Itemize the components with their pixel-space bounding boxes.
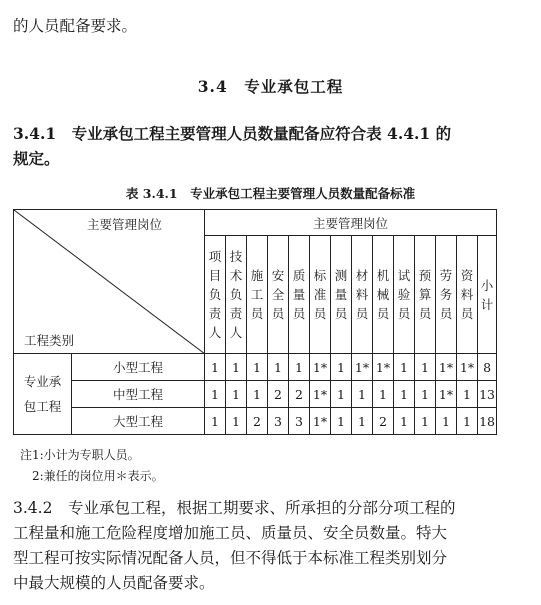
position-label: 施工员 xyxy=(250,268,264,321)
clause-3-4-2-line-3: 型工程可按实际情况配备人员，但不得低于本标准工程类别划分 xyxy=(13,549,448,567)
table-cell: 13 xyxy=(478,381,497,408)
text-line-1: 的人员配备要求。 xyxy=(13,17,138,35)
position-label: 测量员 xyxy=(334,268,348,321)
table-cell: 1 xyxy=(331,381,352,408)
table-note-2: 2:兼任的岗位用＊表示。 xyxy=(32,469,164,483)
table-cell: 1 xyxy=(352,381,373,408)
position-header xyxy=(373,236,394,354)
table-cell: 1 xyxy=(226,354,247,381)
position-label: 试验员 xyxy=(397,268,411,321)
position-header xyxy=(268,236,289,354)
position-header xyxy=(247,236,268,354)
table-cell: 1 xyxy=(226,381,247,408)
position-label: 劳务员 xyxy=(439,268,453,321)
table-cell: 2 xyxy=(268,381,289,408)
table-cell: 1* xyxy=(352,354,373,381)
clause-3-4-2-line-2: 工程量和施工危险程度增加施工员、质量员、安全员数量。特大 xyxy=(13,524,448,542)
position-label: 项目负责人 xyxy=(208,249,222,340)
table-cell: 2 xyxy=(247,408,268,435)
category-cell xyxy=(14,354,72,435)
table-cell: 1* xyxy=(373,354,394,381)
position-header xyxy=(415,236,436,354)
corner-label-positions: 主要管理岗位 xyxy=(86,217,162,232)
position-label: 技术负责人 xyxy=(229,249,243,340)
table-cell: 1 xyxy=(226,408,247,435)
position-label: 预算员 xyxy=(418,268,432,321)
position-label: 材料员 xyxy=(355,268,369,321)
table-cell: 1* xyxy=(457,354,478,381)
table-cell: 1 xyxy=(331,408,352,435)
table-cell: 18 xyxy=(478,408,497,435)
table-cell: 1* xyxy=(310,381,331,408)
table-cell: 1* xyxy=(310,408,331,435)
position-header xyxy=(205,236,226,354)
table-cell: 1 xyxy=(352,408,373,435)
table-row xyxy=(14,408,497,435)
clause-3-4-2-line-1: 3.4.2 专业承包工程，根据工期要求、所承担的分部分项工程的 xyxy=(13,499,456,517)
position-label: 标准员 xyxy=(313,268,327,321)
clause-3-4-2-line-4: 中最大规模的人员配备要求。 xyxy=(13,574,215,592)
position-header xyxy=(394,236,415,354)
clause-3-4-1-line-1: 3.4.1 专业承包工程主要管理人员数量配备应符合表 4.4.1 的 xyxy=(13,124,452,143)
row-label: 小型工程 xyxy=(72,354,205,381)
table-cell: 1 xyxy=(415,408,436,435)
table-cell: 1 xyxy=(331,354,352,381)
table-title: 表 3.4.1 专业承包工程主要管理人员数量配备标准 xyxy=(125,186,416,201)
table-cell: 1 xyxy=(415,381,436,408)
table-cell: 1* xyxy=(310,354,331,381)
table-cell: 3 xyxy=(289,408,310,435)
table-cell: 1 xyxy=(394,408,415,435)
table-cell: 1 xyxy=(457,408,478,435)
row-label: 中型工程 xyxy=(72,381,205,408)
table-cell: 2 xyxy=(289,381,310,408)
table-cell: 1* xyxy=(436,381,457,408)
position-header xyxy=(331,236,352,354)
position-label: 机械员 xyxy=(376,268,390,321)
corner-header-cell xyxy=(14,210,205,354)
position-header xyxy=(478,236,497,354)
table-cell: 3 xyxy=(268,408,289,435)
position-header xyxy=(436,236,457,354)
position-label: 安全员 xyxy=(271,268,285,321)
staffing-table xyxy=(13,209,497,435)
table-note-1: 注1:小计为专职人员。 xyxy=(20,448,140,462)
position-header xyxy=(310,236,331,354)
table-cell: 8 xyxy=(478,354,497,381)
table-cell: 1 xyxy=(373,381,394,408)
position-label: 资料员 xyxy=(460,268,474,321)
table-cell: 1 xyxy=(394,354,415,381)
position-header xyxy=(352,236,373,354)
position-header xyxy=(457,236,478,354)
table-cell: 1 xyxy=(457,381,478,408)
position-header xyxy=(226,236,247,354)
table-cell: 1 xyxy=(436,408,457,435)
corner-label-categories: 工程类别 xyxy=(24,333,75,348)
table-cell: 1 xyxy=(247,354,268,381)
group-header: 主要管理岗位 xyxy=(205,210,497,236)
table-cell: 2 xyxy=(373,408,394,435)
table-cell: 1* xyxy=(436,354,457,381)
table-cell: 1 xyxy=(268,354,289,381)
position-label: 小计 xyxy=(480,277,494,312)
category-label: 专业承包工程 xyxy=(23,374,62,414)
table-cell: 1 xyxy=(247,381,268,408)
row-label: 大型工程 xyxy=(72,408,205,435)
section-title: 3.4 专业承包工程 xyxy=(197,77,344,96)
table-cell: 1 xyxy=(205,381,226,408)
position-header xyxy=(289,236,310,354)
table-cell: 1 xyxy=(205,354,226,381)
clause-3-4-1-line-2: 规定。 xyxy=(13,149,60,168)
table-cell: 1 xyxy=(415,354,436,381)
table-cell: 1 xyxy=(394,381,415,408)
position-label: 质量员 xyxy=(292,268,306,321)
table-row xyxy=(14,381,497,408)
table-cell: 1 xyxy=(289,354,310,381)
table-row xyxy=(14,354,497,381)
table-cell: 1 xyxy=(205,408,226,435)
